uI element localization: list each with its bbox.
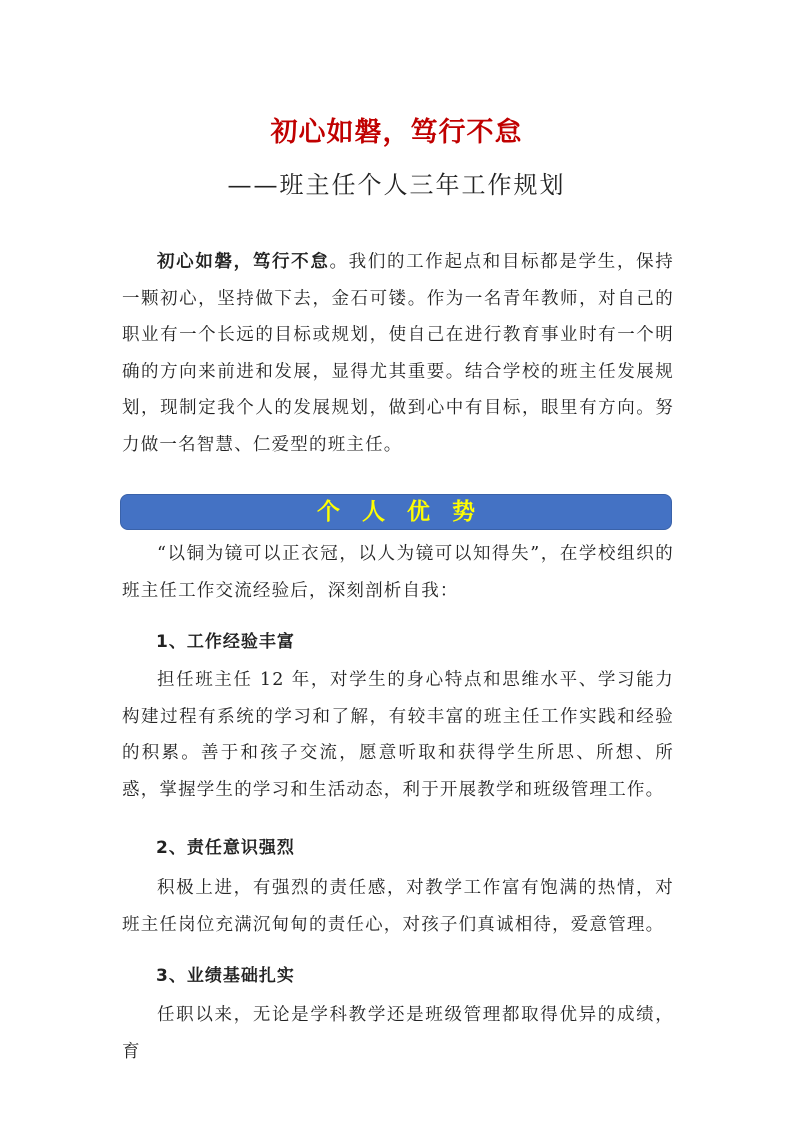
- document-title: 初心如磐，笃行不怠: [270, 117, 523, 148]
- section-paragraph: “以铜为镜可以正衣冠，以人为镜可以知得失”，在学校组织的班主任工作交流经验后，深刻剖析自我：: [122, 544, 674, 601]
- item-paragraph-1: 担任班主任 12 年，对学生的身心特点和思维水平、学习能力构建过程有系统的学习和了解，有较丰富的班主任工作实践和经验的积累。善于和孩子交流，愿意听取和获得学生所思、所想、所惑，掌握学生的学习和生活动态，利于开展教学和班级管理工作。: [122, 670, 674, 800]
- item-paragraph-3: 任职以来，无论是学科教学还是班级管理都取得优异的成绩，育: [122, 1005, 674, 1062]
- item-heading-3: 3、业绩基础扎实: [156, 966, 295, 986]
- intro-text: 。我们的工作起点和目标都是学生，保持一颗初心，坚持做下去，金石可镂。作为一名青年教师，对自己的职业有一个长远的目标或规划，使自己在进行教育事业时有一个明确的方向来前进和发展，显得尤其重要。结合学校的班主任发展规划，现制定我个人的发展规划，做到心中有目标，眼里有方向。努力做一名智慧、仁爱型的班主任。: [122, 252, 674, 455]
- item-heading-1: 1、工作经验丰富: [156, 632, 295, 652]
- intro-paragraph: [122, 244, 674, 463]
- document-subtitle: ——班主任个人三年工作规划: [227, 171, 566, 199]
- section-banner: 个人优势: [120, 494, 672, 530]
- intro-lead: 初心如磐，笃行不怠: [157, 252, 330, 272]
- item-paragraph-2: 积极上进，有强烈的责任感，对教学工作富有饱满的热情，对班主任岗位充满沉甸甸的责任心，对孩子们真诚相待，爱意管理。: [122, 878, 674, 935]
- item-heading-2: 2、责任意识强烈: [156, 838, 295, 858]
